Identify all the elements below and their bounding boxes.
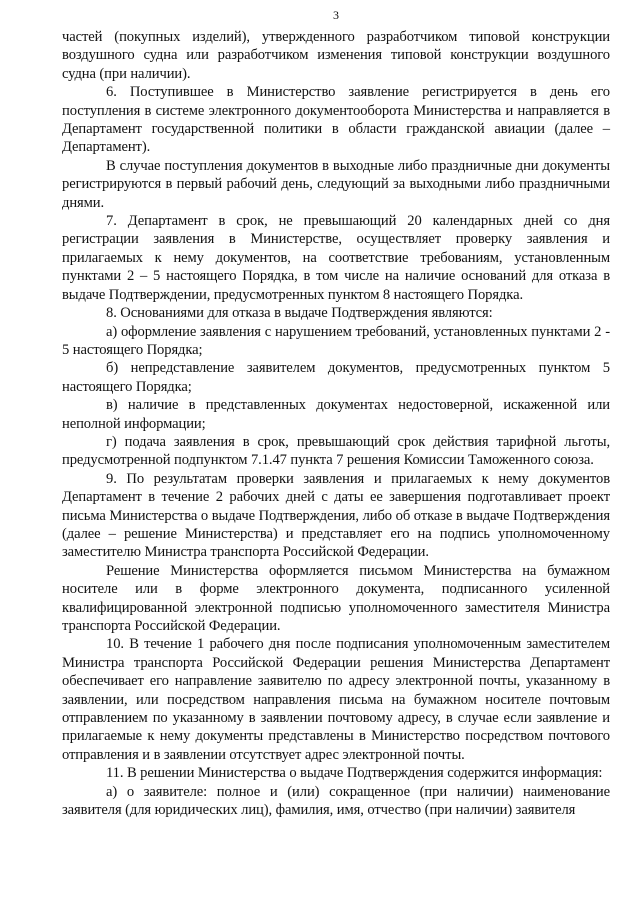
paragraph-weekend-registration: В случае поступления документов в выходные либо праздничные дни документы регистрируются в первый рабочий день, следующий за выходными либо праздничными днями. <box>62 157 610 211</box>
page-number: 3 <box>333 8 339 22</box>
paragraph-item-9: 9. По результатам проверки заявления и прилагаемых к нему документов Департамент в течение 2 рабочих дней с даты ее завершения подготавливает проект письма Министерства о выдаче Подтверждения, либо об отказе в выдаче Подтверждения (далее – решение Министерства) и представляет его на подпись уполномоченному заместителю Министра транспорта Российской Федерации. <box>62 470 610 561</box>
paragraph-continuation: частей (покупных изделий), утвержденного разработчиком типовой конструкции воздушного судна или разработчиком изменения типовой конструкции воздушного судна (при наличии). <box>62 29 610 82</box>
paragraph-item-8a: а) оформление заявления с нарушением требований, установленных пунктами 2 - 5 настоящего Порядка; <box>62 323 610 358</box>
paragraph-item-8b: б) непредставление заявителем документов, предусмотренных пунктом 5 настоящего Порядка; <box>62 360 610 395</box>
paragraph-item-7: 7. Департамент в срок, не превышающий 20 календарных дней со дня регистрации заявления в Министерстве, осуществляет проверку заявления и прилагаемых к нему документов, на соответствие требованиям, установленным пунктами 2 – 5 настоящего Порядка, в том числе на наличие оснований для отказа в выдаче Подтверждении, предусмотренных пунктом 8 настоящего Порядка. <box>62 213 610 303</box>
paragraph-item-8: 8. Основаниями для отказа в выдаче Подтверждения являются: <box>106 305 493 322</box>
paragraph-item-11a: а) о заявителе: полное и (или) сокращенное (при наличии) наименование заявителя (для юридических лиц), фамилия, имя, отчество (при наличии) заявителя <box>62 783 610 819</box>
document-page <box>62 8 610 819</box>
paragraph-item-6: 6. Поступившее в Министерство заявление регистрируется в день его поступления в системе электронного документооборота Министерства и направляется в Департамент государственной политики в области гражданской авиации (далее – Департамент). <box>62 84 610 156</box>
paragraph-item-8g: г) подача заявления в срок, превышающий срок действия тарифной льготы, предусмотренной подпунктом 7.1.47 пункта 7 решения Комиссии Таможенного союза. <box>62 433 610 469</box>
paragraph-item-11: 11. В решении Министерства о выдаче Подтверждения содержится информация: <box>106 765 603 782</box>
paragraph-item-10: 10. В течение 1 рабочего дня после подписания уполномоченным заместителем Министра транспорта Российской Федерации решения Министерства Департамент обеспечивает его направление заявителю по адресу электронной почты, указанному в заявлении, или посредством направления письма на бумажном носителе почтовым отправлением по указанному в заявлении почтовому адресу, в случае если заявление и прилагаемые к нему документы представлены в Министерство посредством почтового отправления и в заявлении отсутствует адрес электронной почты. <box>62 636 610 763</box>
document-body <box>62 28 610 819</box>
paragraph-decision-form: Решение Министерства оформляется письмом Министерства на бумажном носителе или в форме электронного документа, подписанного усиленной квалифицированной электронной подписью уполномоченного заместителя Министра транспорта Российской Федерации. <box>62 562 610 634</box>
paragraph-item-8v: в) наличие в представленных документах недостоверной, искаженной или неполной информации; <box>62 397 610 432</box>
